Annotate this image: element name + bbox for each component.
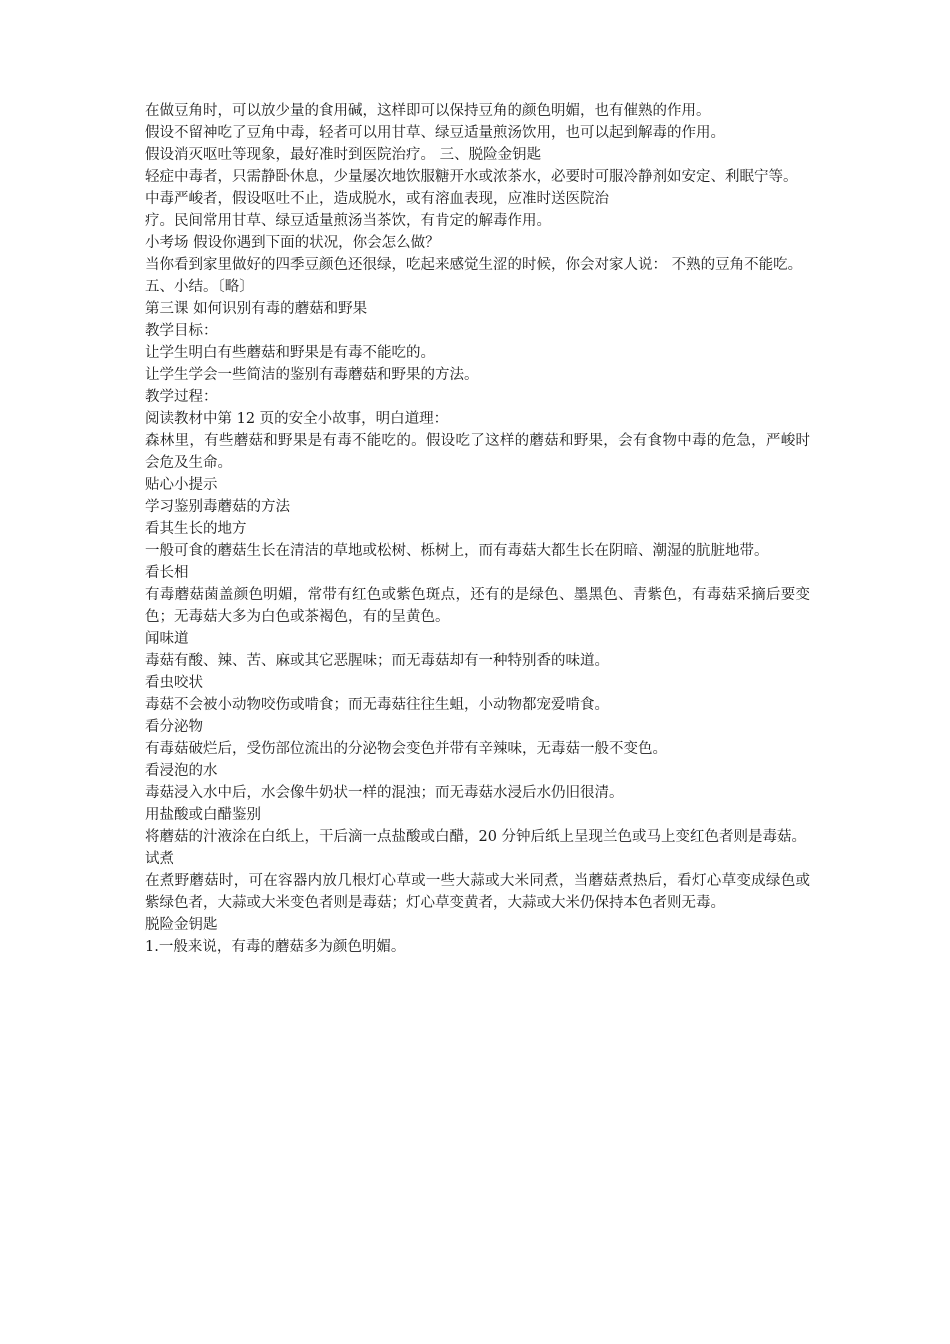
lesson-title: 第三课 如何识别有毒的蘑菇和野果 <box>145 301 368 317</box>
paragraph: 在煮野蘑菇时，可在容器内放几根灯心草或一些大蒜或大米同煮，当蘑菇煮热后，看灯心草变成绿色或紫绿色者，大蒜或大米变色者则是毒菇；灯心草变黄者，大蒜或大米仍保持本色者则无毒。 <box>145 873 810 911</box>
paragraph: 毒菇不会被小动物咬伤或啃食；而无毒菇往往生蛆，小动物都宠爱啃食。 <box>145 697 609 713</box>
paragraph: 在做豆角时，可以放少量的食用碱，这样即可以保持豆角的颜色明媚，也有催熟的作用。 <box>145 103 711 119</box>
paragraph: 疗。民间常用甘草、绿豆适量煎汤当茶饮，有肯定的解毒作用。 <box>145 213 551 229</box>
paragraph: 毒菇浸入水中后，水会像牛奶状一样的混浊；而无毒菇水浸后水仍旧很清。 <box>145 785 624 801</box>
paragraph: 假设消灭呕吐等现象，最好准时到医院治疗。 三、脱险金钥匙 <box>145 147 542 163</box>
section-heading: 贴心小提示 <box>145 477 218 493</box>
paragraph: 当你看到家里做好的四季豆颜色还很绿，吃起来感觉生涩的时候，你会对家人说： 不熟的豆角不能吃。 <box>145 257 803 273</box>
paragraph: 让学生明白有些蘑菇和野果是有毒不能吃的。 <box>145 345 435 361</box>
subheading: 闻味道 <box>145 631 189 647</box>
paragraph: 有毒菇破烂后，受伤部位流出的分泌物会变色并带有辛辣味，无毒菇一般不变色。 <box>145 741 667 757</box>
subheading: 用盐酸或白醋鉴别 <box>145 807 261 823</box>
paragraph: 中毒严峻者，假设呕吐不止，造成脱水，或有溶血表现，应准时送医院治 <box>145 191 609 207</box>
subheading: 看其生长的地方 <box>145 521 247 537</box>
paragraph: 有毒蘑菇菌盖颜色明媚，常带有红色或紫色斑点，还有的是绿色、墨黑色、青紫色，有毒菇采摘后要变色；无毒菇大多为白色或茶褐色，有的呈黄色。 <box>145 587 810 625</box>
section-heading: 教学过程： <box>145 389 218 405</box>
paragraph: 让学生学会一些简洁的鉴别有毒蘑菇和野果的方法。 <box>145 367 479 383</box>
document-body <box>145 100 810 958</box>
section-heading: 学习鉴别毒蘑菇的方法 <box>145 499 290 515</box>
subheading: 看浸泡的水 <box>145 763 218 779</box>
subheading: 看分泌物 <box>145 719 203 735</box>
paragraph: 假设不留神吃了豆角中毒，轻者可以用甘草、绿豆适量煎汤饮用，也可以起到解毒的作用。 <box>145 125 725 141</box>
section-heading: 教学目标： <box>145 323 218 339</box>
section-heading: 脱险金钥匙 <box>145 917 218 933</box>
paragraph: 毒菇有酸、辣、苦、麻或其它恶腥味；而无毒菇却有一种特别香的味道。 <box>145 653 609 669</box>
section-heading: 五、小结。〔略〕 <box>145 279 254 295</box>
section-heading: 小考场 假设你遇到下面的状况，你会怎么做？ <box>145 235 440 251</box>
paragraph: 森林里，有些蘑菇和野果是有毒不能吃的。假设吃了这样的蘑菇和野果，会有食物中毒的危急，严峻时会危及生命。 <box>145 433 810 471</box>
subheading: 看虫咬状 <box>145 675 203 691</box>
paragraph: 轻症中毒者，只需静卧休息，少量屡次地饮服糖开水或浓茶水，必要时可服冷静剂如安定、利眠宁等。 <box>145 169 798 185</box>
paragraph: 阅读教材中第 12 页的安全小故事，明白道理： <box>145 411 449 427</box>
paragraph: 将蘑菇的汁液涂在白纸上，干后滴一点盐酸或白醋，20 分钟后纸上呈现兰色或马上变红色者则是毒菇。 <box>145 829 807 845</box>
subheading: 看长相 <box>145 565 189 581</box>
list-item: 1.一般来说，有毒的蘑菇多为颜色明媚。 <box>145 939 406 955</box>
paragraph: 一般可食的蘑菇生长在清洁的草地或松树、栎树上，而有毒菇大都生长在阴暗、潮湿的肮脏地带。 <box>145 543 769 559</box>
subheading: 试煮 <box>145 851 174 867</box>
